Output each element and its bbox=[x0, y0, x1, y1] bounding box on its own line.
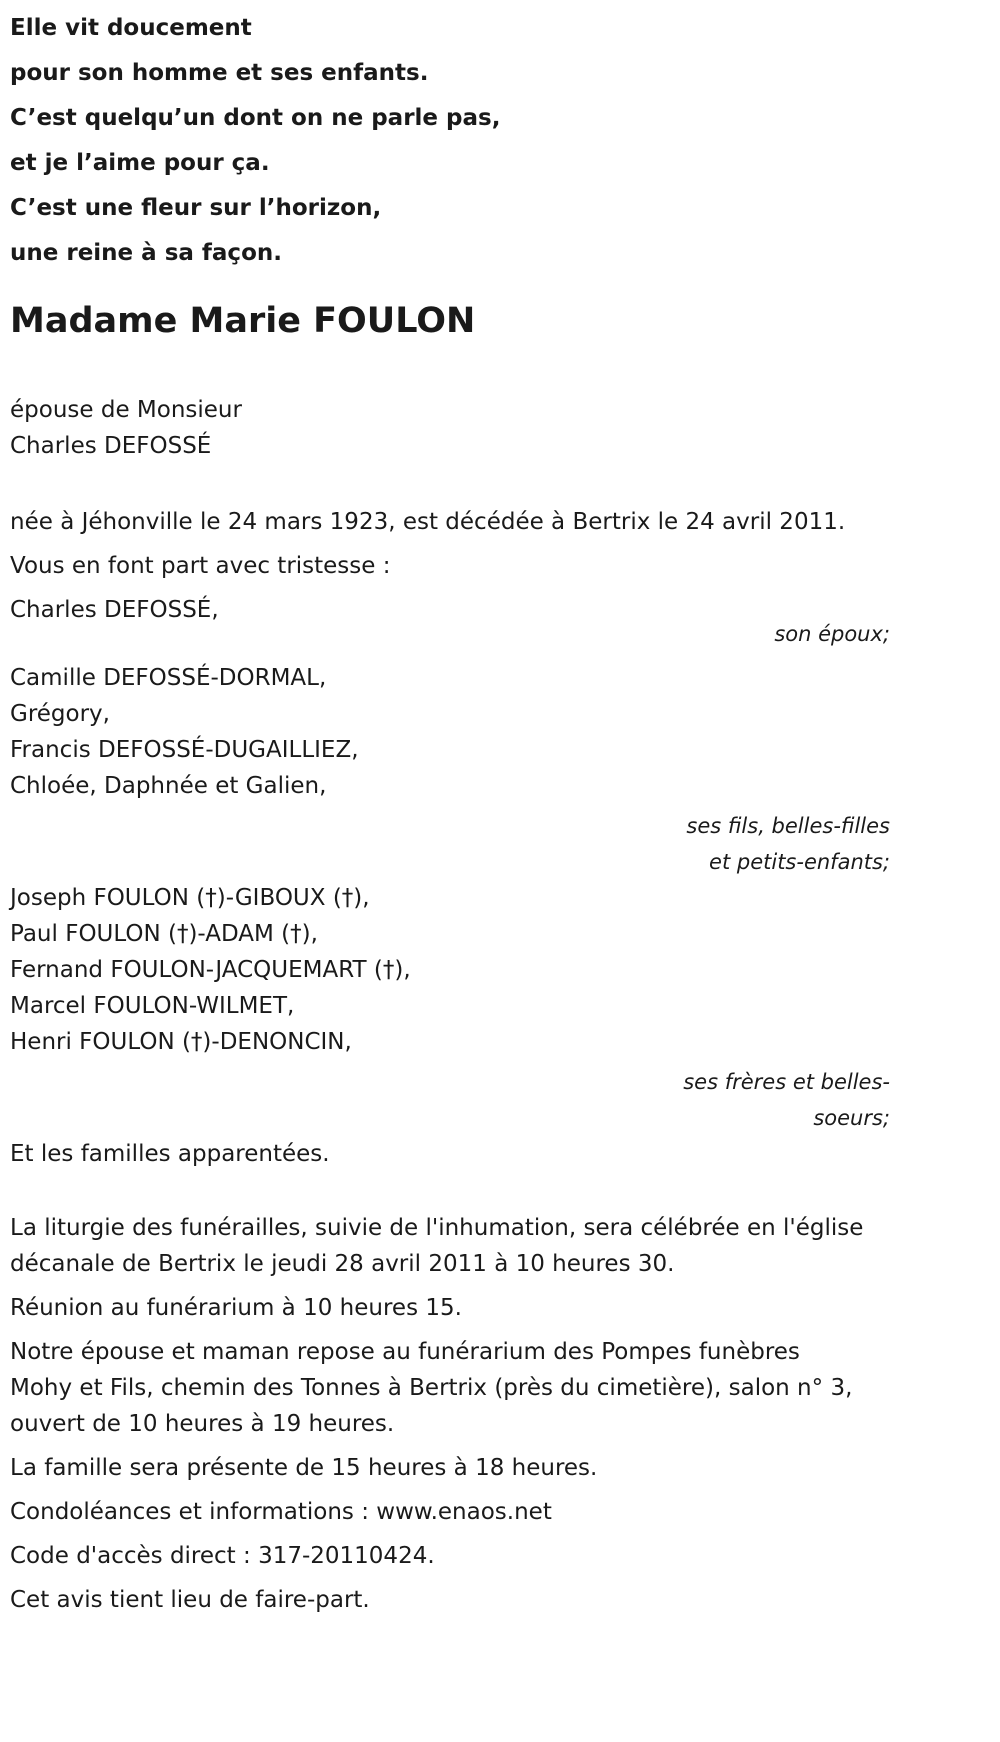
liturgy-info bbox=[10, 1210, 890, 1282]
poem-line: Elle vit doucement bbox=[10, 15, 252, 41]
resting-line: Mohy et Fils, chemin des Tonnes à Bertrix (près du cimetière), salon n° 3, bbox=[10, 1375, 853, 1401]
resting-place-info bbox=[10, 1334, 890, 1442]
obituary-notice bbox=[10, 0, 890, 1618]
family-member: Francis DEFOSSÉ-DUGAILLIEZ, bbox=[10, 737, 359, 763]
poem-line: pour son homme et ses enfants. bbox=[10, 60, 429, 86]
family-member: Henri FOULON (†)-DENONCIN, bbox=[10, 1029, 352, 1055]
poem-line: C’est une fleur sur l’horizon, bbox=[10, 195, 382, 221]
poem bbox=[10, 6, 890, 276]
announcement: Vous en font part avec tristesse : bbox=[10, 553, 391, 579]
family-role: ses frères et belles- bbox=[683, 1070, 890, 1094]
family-member: Marcel FOULON-WILMET, bbox=[10, 993, 295, 1019]
condolences-label: Condoléances et informations : bbox=[10, 1499, 377, 1525]
spouse-info bbox=[10, 392, 890, 464]
family-member: Chloée, Daphnée et Galien, bbox=[10, 773, 327, 799]
resting-line: Notre épouse et maman repose au funérarium des Pompes funèbres bbox=[10, 1339, 800, 1365]
access-code: Code d'accès direct : 317-20110424. bbox=[10, 1543, 435, 1569]
family-member: Paul FOULON (†)-ADAM (†), bbox=[10, 921, 318, 947]
spouse-line: Charles DEFOSSÉ bbox=[10, 433, 212, 459]
family-member: Fernand FOULON-JACQUEMART (†), bbox=[10, 957, 411, 983]
poem-line: C’est quelqu’un dont on ne parle pas, bbox=[10, 105, 501, 131]
family-member: Joseph FOULON (†)-GIBOUX (†), bbox=[10, 885, 370, 911]
family-role: et petits-enfants; bbox=[709, 850, 890, 874]
birth-death-info: née à Jéhonville le 24 mars 1923, est décédée à Bertrix le 24 avril 2011. bbox=[10, 509, 846, 535]
family-children-group bbox=[10, 660, 890, 880]
condolences-link[interactable]: www.enaos.net bbox=[376, 1499, 552, 1525]
meeting-info: Réunion au funérarium à 10 heures 15. bbox=[10, 1295, 462, 1321]
family-member: Grégory, bbox=[10, 701, 110, 727]
deceased-name: Madame Marie FOULON bbox=[10, 301, 476, 341]
spouse-line: épouse de Monsieur bbox=[10, 397, 242, 423]
related-families: Et les familles apparentées. bbox=[10, 1141, 330, 1167]
family-siblings-group bbox=[10, 880, 890, 1136]
resting-line: ouvert de 10 heures à 19 heures. bbox=[10, 1411, 395, 1437]
liturgy-line: La liturgie des funérailles, suivie de l'inhumation, sera célébrée en l'église bbox=[10, 1215, 864, 1241]
poem-line: et je l’aime pour ça. bbox=[10, 150, 270, 176]
family-member: Charles DEFOSSÉ, bbox=[10, 597, 219, 623]
family-role: soeurs; bbox=[813, 1106, 890, 1130]
family-role: son époux; bbox=[774, 622, 890, 646]
condolences-info bbox=[10, 1494, 890, 1530]
family-spouse-group bbox=[10, 592, 890, 652]
poem-line: une reine à sa façon. bbox=[10, 240, 282, 266]
family-member: Camille DEFOSSÉ-DORMAL, bbox=[10, 665, 327, 691]
family-role: ses fils, belles-filles bbox=[686, 814, 890, 838]
liturgy-line: décanale de Bertrix le jeudi 28 avril 2011 à 10 heures 30. bbox=[10, 1251, 675, 1277]
notice-footer: Cet avis tient lieu de faire-part. bbox=[10, 1587, 370, 1613]
family-presence: La famille sera présente de 15 heures à 18 heures. bbox=[10, 1455, 598, 1481]
